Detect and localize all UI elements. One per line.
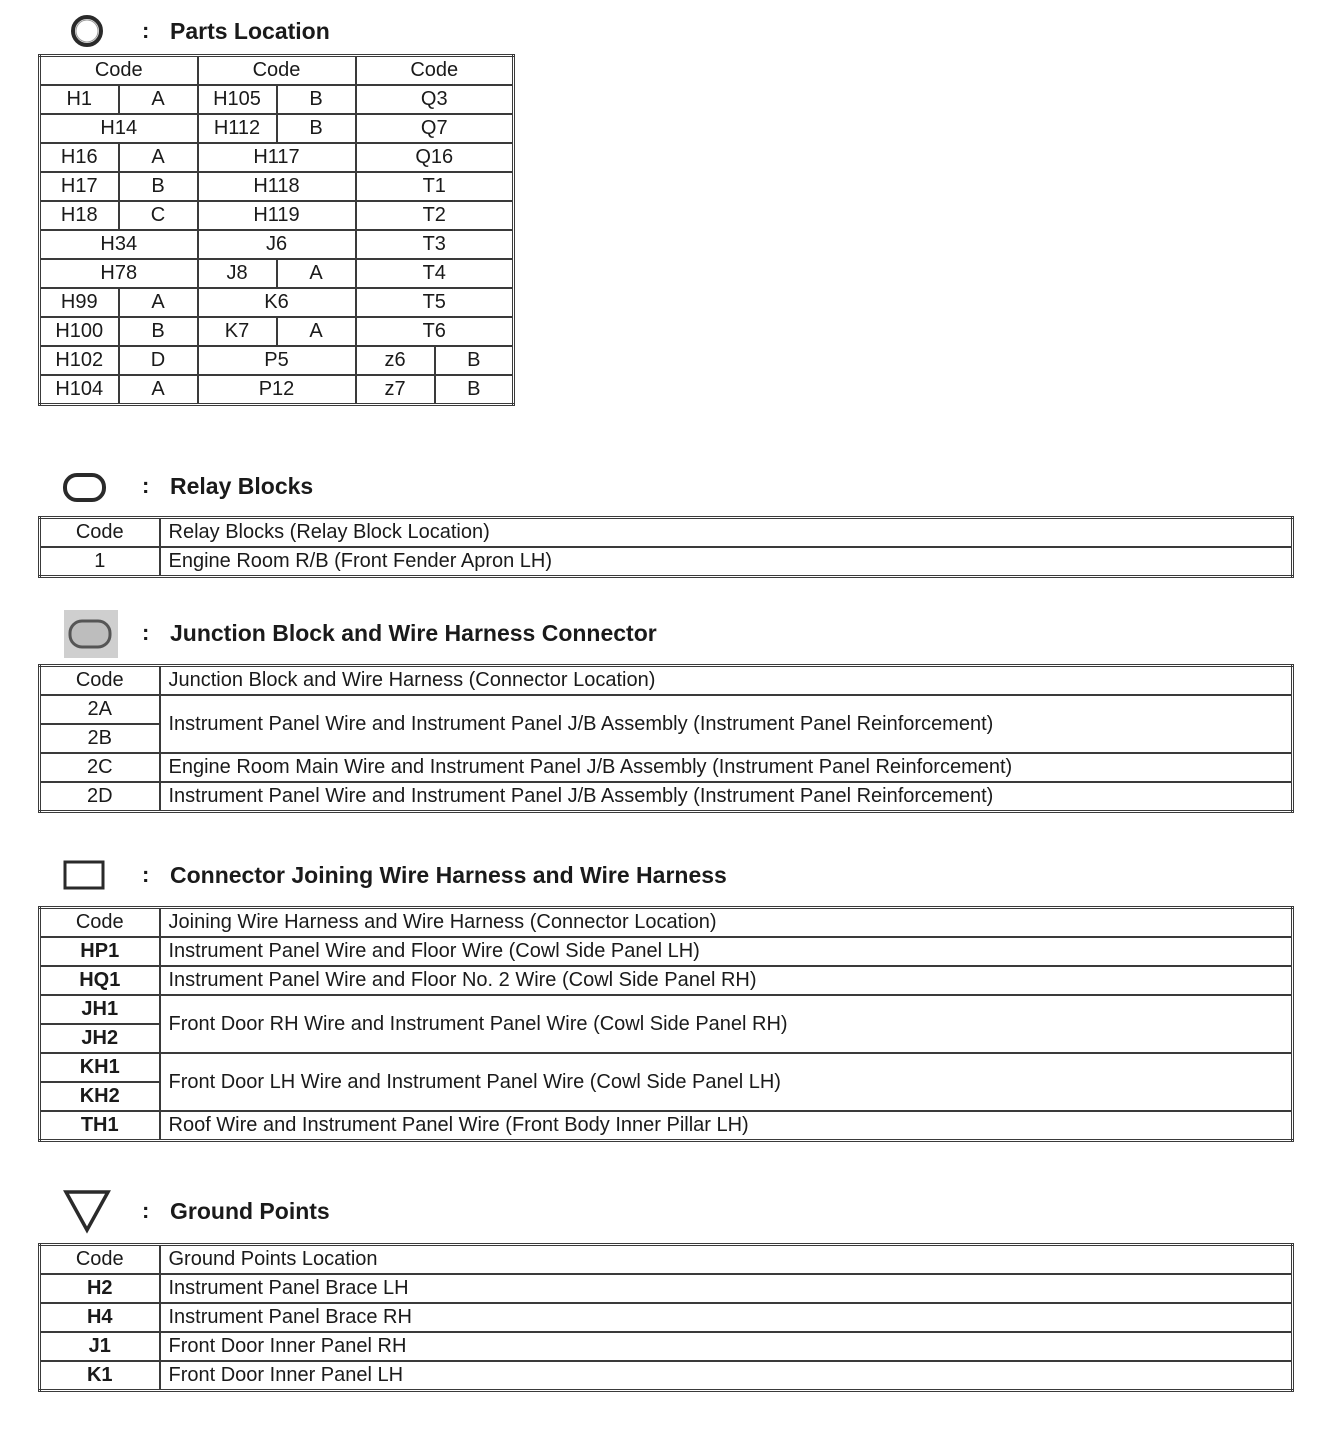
table-row [40, 782, 1293, 812]
description-cell: Front Door Inner Panel LH [160, 1361, 1293, 1391]
part-code-cell: H105 [198, 85, 277, 114]
part-suffix-cell: A [277, 317, 356, 346]
part-code-cell: H17 [40, 172, 119, 201]
column-header: Code [40, 666, 160, 696]
table-header-row [40, 666, 1293, 696]
part-suffix-cell: A [277, 259, 356, 288]
rectangle-icon [62, 858, 106, 892]
part-code-cell: H99 [40, 288, 119, 317]
part-code-cell: H18 [40, 201, 119, 230]
part-code-cell: H119 [198, 201, 356, 230]
column-header: Code [40, 908, 160, 938]
table-row [40, 346, 514, 375]
part-code-cell: T5 [356, 288, 514, 317]
column-header: Ground Points Location [160, 1245, 1293, 1275]
code-cell: KH1 [40, 1053, 160, 1082]
table-row [40, 1274, 1293, 1303]
part-code-cell: K7 [198, 317, 277, 346]
code-cell: 1 [40, 547, 160, 577]
part-code-cell: H34 [40, 230, 198, 259]
table-row [40, 259, 514, 288]
table-row [40, 172, 514, 201]
part-code-cell: H117 [198, 143, 356, 172]
code-cell: TH1 [40, 1111, 160, 1141]
part-suffix-cell: A [119, 85, 198, 114]
part-suffix-cell: A [119, 288, 198, 317]
column-header: Code [40, 56, 198, 86]
code-cell: 2D [40, 782, 160, 812]
code-cell: H4 [40, 1303, 160, 1332]
part-code-cell: Q7 [356, 114, 514, 143]
table-row [40, 288, 514, 317]
description-cell: Instrument Panel Wire and Instrument Panel J/B Assembly (Instrument Panel Reinforcement) [160, 695, 1293, 753]
part-code-cell: J8 [198, 259, 277, 288]
description-cell: Front Door LH Wire and Instrument Panel Wire (Cowl Side Panel LH) [160, 1053, 1293, 1111]
table-row [40, 230, 514, 259]
shaded-rounded-rectangle-icon [62, 608, 120, 660]
table-row [40, 317, 514, 346]
table-row [40, 547, 1293, 577]
section-title: Ground Points [170, 1198, 330, 1224]
part-code-cell: H102 [40, 346, 119, 375]
description-cell: Front Door RH Wire and Instrument Panel Wire (Cowl Side Panel RH) [160, 995, 1293, 1053]
part-code-cell: H16 [40, 143, 119, 172]
table-row [40, 1303, 1293, 1332]
section-title: Connector Joining Wire Harness and Wire Harness [170, 862, 727, 888]
part-code-cell: T1 [356, 172, 514, 201]
part-suffix-cell: D [119, 346, 198, 375]
description-cell: Instrument Panel Wire and Instrument Panel J/B Assembly (Instrument Panel Reinforcement) [160, 782, 1293, 812]
table-row [40, 1332, 1293, 1361]
part-suffix-cell: A [119, 143, 198, 172]
part-code-cell: T2 [356, 201, 514, 230]
table-row [40, 937, 1293, 966]
description-cell: Engine Room R/B (Front Fender Apron LH) [160, 547, 1293, 577]
description-cell: Instrument Panel Brace RH [160, 1303, 1293, 1332]
rounded-rectangle-icon [62, 471, 108, 505]
part-code-cell: T4 [356, 259, 514, 288]
part-code-cell: H112 [198, 114, 277, 143]
junction-block-table [38, 664, 1294, 813]
ground-points-table [38, 1243, 1294, 1392]
column-header: Code [40, 518, 160, 548]
part-code-cell: H78 [40, 259, 198, 288]
heading-separator: : [142, 473, 150, 498]
part-code-cell: T6 [356, 317, 514, 346]
code-cell: K1 [40, 1361, 160, 1391]
code-cell: HP1 [40, 937, 160, 966]
circle-icon [68, 13, 106, 49]
description-cell: Roof Wire and Instrument Panel Wire (Front Body Inner Pillar LH) [160, 1111, 1293, 1141]
part-code-cell: Q3 [356, 85, 514, 114]
table-header-row [40, 908, 1293, 938]
column-header: Joining Wire Harness and Wire Harness (Connector Location) [160, 908, 1293, 938]
code-cell: 2C [40, 753, 160, 782]
part-code-cell: J6 [198, 230, 356, 259]
table-row [40, 375, 514, 405]
column-header: Relay Blocks (Relay Block Location) [160, 518, 1293, 548]
code-cell: 2B [40, 724, 160, 753]
table-row [40, 1361, 1293, 1391]
part-suffix-cell: B [277, 85, 356, 114]
part-suffix-cell: B [277, 114, 356, 143]
heading-separator: : [142, 862, 150, 887]
table-row [40, 85, 514, 114]
table-row [40, 966, 1293, 995]
code-cell: JH2 [40, 1024, 160, 1053]
table-row [40, 114, 514, 143]
part-code-cell: z6 [356, 346, 435, 375]
part-suffix-cell: A [119, 375, 198, 405]
part-suffix-cell: C [119, 201, 198, 230]
table-row [40, 143, 514, 172]
column-header: Code [40, 1245, 160, 1275]
description-cell: Instrument Panel Wire and Floor No. 2 Wire (Cowl Side Panel RH) [160, 966, 1293, 995]
code-cell: JH1 [40, 995, 160, 1024]
table-row [40, 201, 514, 230]
table-header-row [40, 1245, 1293, 1275]
section-title: Parts Location [170, 18, 330, 44]
description-cell: Front Door Inner Panel RH [160, 1332, 1293, 1361]
column-header: Code [356, 56, 514, 86]
part-code-cell: P5 [198, 346, 356, 375]
heading-separator: : [142, 1198, 150, 1223]
table-header-row [40, 518, 1293, 548]
parts-location-table [38, 54, 515, 406]
table-row [40, 695, 1293, 724]
relay-blocks-table [38, 516, 1294, 578]
part-code-cell: P12 [198, 375, 356, 405]
heading-separator: : [142, 620, 150, 645]
part-suffix-cell: B [119, 317, 198, 346]
section-title: Relay Blocks [170, 473, 314, 499]
heading-separator: : [142, 18, 150, 43]
part-code-cell: K6 [198, 288, 356, 317]
code-cell: 2A [40, 695, 160, 724]
part-suffix-cell: B [435, 375, 514, 405]
part-suffix-cell: B [435, 346, 514, 375]
code-cell: HQ1 [40, 966, 160, 995]
table-row [40, 753, 1293, 782]
triangle-icon [62, 1188, 112, 1234]
part-code-cell: Q16 [356, 143, 514, 172]
table-row [40, 1111, 1293, 1141]
part-code-cell: H14 [40, 114, 198, 143]
part-code-cell: H1 [40, 85, 119, 114]
part-code-cell: H100 [40, 317, 119, 346]
connector-joining-table [38, 906, 1294, 1142]
section-title: Junction Block and Wire Harness Connector [170, 620, 657, 646]
code-cell: H2 [40, 1274, 160, 1303]
part-code-cell: z7 [356, 375, 435, 405]
description-cell: Instrument Panel Wire and Floor Wire (Cowl Side Panel LH) [160, 937, 1293, 966]
column-header: Code [198, 56, 356, 86]
part-code-cell: T3 [356, 230, 514, 259]
code-cell: KH2 [40, 1082, 160, 1111]
table-header-row [40, 56, 514, 86]
table-row [40, 995, 1293, 1024]
description-cell: Instrument Panel Brace LH [160, 1274, 1293, 1303]
table-row [40, 1053, 1293, 1082]
code-cell: J1 [40, 1332, 160, 1361]
part-code-cell: H118 [198, 172, 356, 201]
column-header: Junction Block and Wire Harness (Connector Location) [160, 666, 1293, 696]
part-suffix-cell: B [119, 172, 198, 201]
description-cell: Engine Room Main Wire and Instrument Panel J/B Assembly (Instrument Panel Reinforcement) [160, 753, 1293, 782]
part-code-cell: H104 [40, 375, 119, 405]
